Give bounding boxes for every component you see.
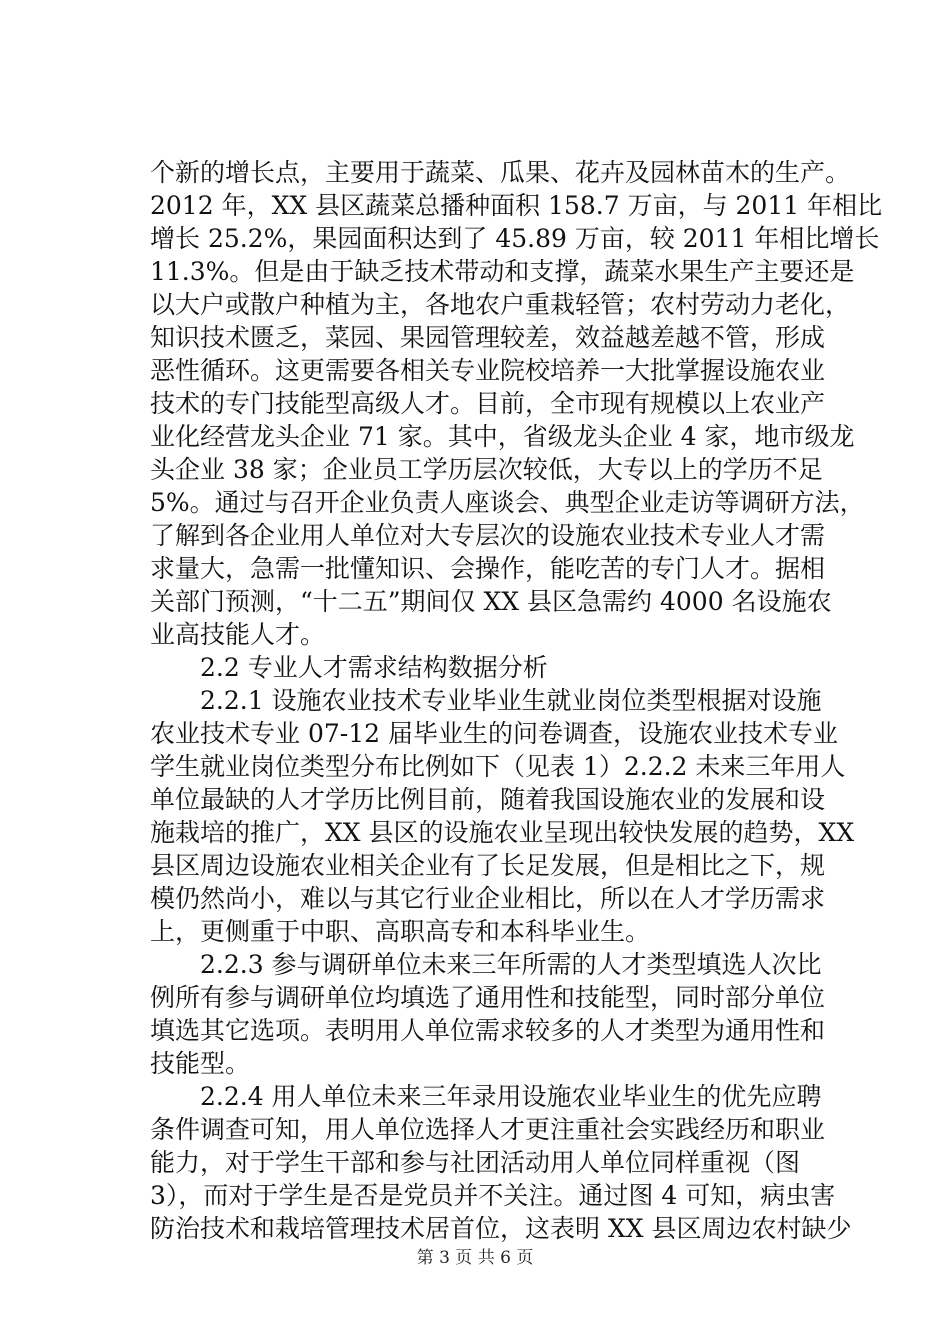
text-line: 了解到各企业用人单位对大专层次的设施农业技术专业人才需 — [150, 521, 826, 550]
text-line: 例所有参与调研单位均填选了通用性和技能型，同时部分单位 — [150, 983, 826, 1012]
text-line: 知识技术匮乏，菜园、果园管理较差，效益越差越不管，形成 — [150, 323, 826, 352]
text-line: 技能型。 — [150, 1049, 251, 1078]
body-text — [150, 156, 883, 1245]
text-line: 学生就业岗位类型分布比例如下（见表 1）2.2.2 未来三年用人 — [150, 752, 846, 781]
text-line: 2.2.3 参与调研单位未来三年所需的人才类型填选人次比 — [150, 950, 822, 979]
text-line: 农业技术专业 07-12 届毕业生的问卷调查，设施农业技术专业 — [150, 719, 838, 748]
text-line: 个新的增长点，主要用于蔬菜、瓜果、花卉及园林苗木的生产。 — [150, 158, 851, 187]
text-line: 条件调查可知，用人单位选择人才更注重社会实践经历和职业 — [150, 1115, 826, 1144]
text-line: 2.2.4 用人单位未来三年录用设施农业毕业生的优先应聘 — [150, 1082, 822, 1111]
text-line: 模仍然尚小，难以与其它行业企业相比，所以在人才学历需求 — [150, 884, 826, 913]
text-line: 关部门预测，“十二五”期间仅 XX 县区急需约 4000 名设施农 — [150, 587, 832, 616]
text-line: 求量大，急需一批懂知识、会操作，能吃苦的专门人才。据相 — [150, 554, 826, 583]
text-line: 2.2.1 设施农业技术专业毕业生就业岗位类型根据对设施 — [150, 686, 822, 715]
text-line: 施栽培的推广，XX 县区的设施农业呈现出较快发展的趋势，XX — [150, 818, 855, 847]
text-line: 能力，对于学生干部和参与社团活动用人单位同样重视（图 — [150, 1148, 801, 1177]
text-line: 防治技术和栽培管理技术居首位，这表明 XX 县区周边农村缺少 — [150, 1214, 852, 1243]
text-line: 填选其它选项。表明用人单位需求较多的人才类型为通用性和 — [150, 1016, 826, 1045]
text-line: 上，更侧重于中职、高职高专和本科毕业生。 — [150, 917, 651, 946]
text-line: 恶性循环。这更需要各相关专业院校培养一大批掌握设施农业 — [150, 356, 826, 385]
text-line: 以大户或散户种植为主，各地农户重栽轻管；农村劳动力老化， — [150, 290, 851, 319]
text-line: 单位最缺的人才学历比例目前，随着我国设施农业的发展和设 — [150, 785, 826, 814]
text-line: 业高技能人才。 — [150, 620, 326, 649]
text-line: 5%。通过与召开企业负责人座谈会、典型企业走访等调研方法， — [150, 488, 865, 517]
text-line: 县区周边设施农业相关企业有了长足发展，但是相比之下，规 — [150, 851, 826, 880]
text-line: 11.3%。但是由于缺乏技术带动和支撑，蔬菜水果生产主要还是 — [150, 257, 855, 286]
page-number-footer: 第 3 页 共 6 页 — [416, 1248, 534, 1268]
text-line: 头企业 38 家；企业员工学历层次较低，大专以上的学历不足 — [150, 455, 823, 484]
text-line: 3），而对于学生是否是党员并不关注。通过图 4 可知，病虫害 — [150, 1181, 836, 1210]
text-line: 增长 25.2%，果园面积达到了 45.89 万亩，较 2011 年相比增长 — [150, 224, 880, 253]
text-line: 技术的专门技能型高级人才。目前，全市现有规模以上农业产 — [150, 389, 826, 418]
text-line: 2012 年，XX 县区蔬菜总播种面积 158.7 万亩，与 2011 年相比 — [150, 191, 883, 220]
text-line: 业化经营龙头企业 71 家。其中，省级龙头企业 4 家，地市级龙 — [150, 422, 855, 451]
section-heading: 2.2 专业人才需求结构数据分析 — [150, 653, 548, 682]
